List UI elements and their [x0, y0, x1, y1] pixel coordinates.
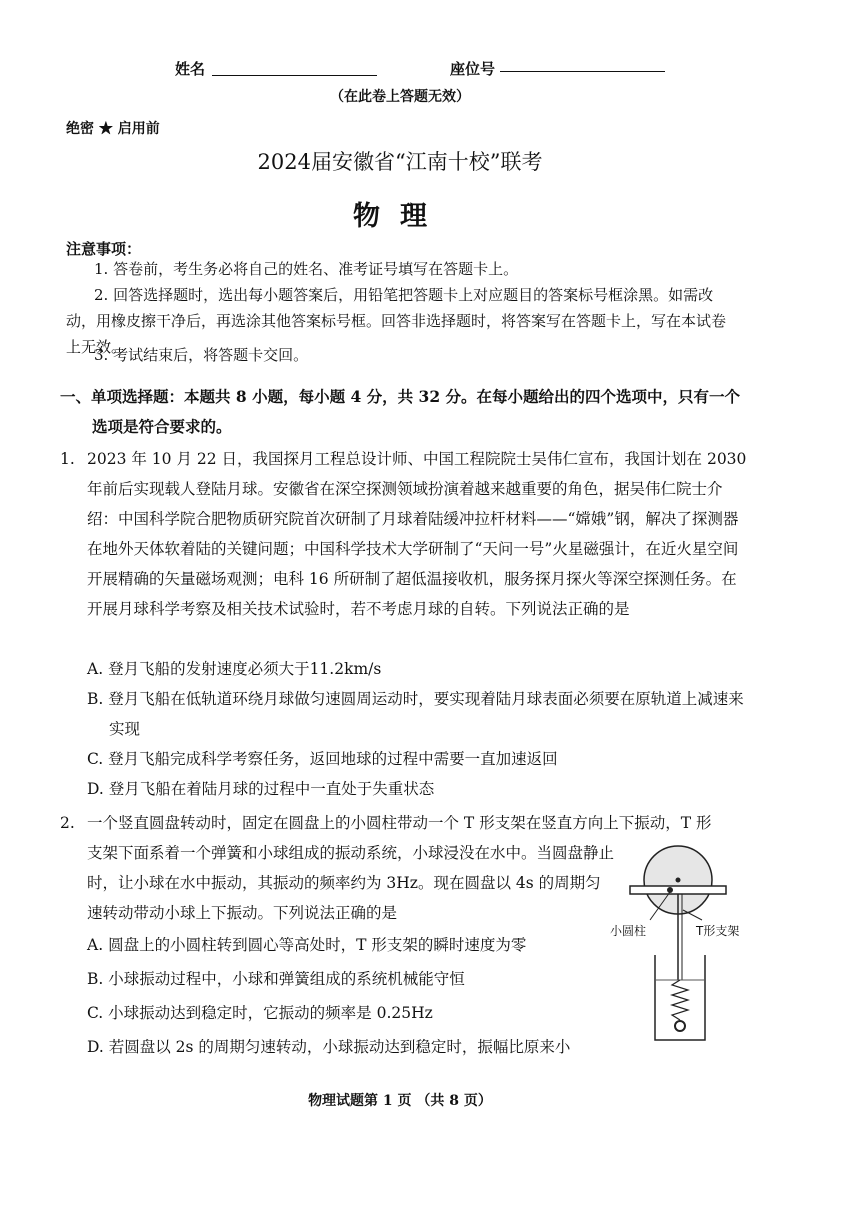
q1-stem: 2023 年 10 月 22 日，我国探月工程总设计师、中国工程院院士吴伟仁宣布，我国计划在 2030 年前后实现载人登陆月球。安徽省在深空探测领域扮演着越来越重要的角色，据吴伟仁院士介绍：中国科学院合肥物质研究院首次研制了月球着陆缓冲拉杆材料——“嫦娥”钢，解决了探测器在地外天体软着陆的关键问题；中国科学技术大学研制了“天问一号”火星磁强计，在近火星空间开展精确的矢量磁场观测；电科 16 所研制了超低温接收机，服务探月探火等深空探测任务。在开展月球科学考察及相关技术试验时，若不考虑月球的自转。下列说法正确的是	[87, 450, 747, 618]
q2-stem-line1: 一个竖直圆盘转动时，固定在圆盘上的小圆柱带动一个 T 形支架在竖直方向上下振动，T 形	[87, 814, 712, 832]
t-frame-bar	[630, 886, 726, 894]
seat-label: 座位号	[450, 60, 496, 78]
section-heading: 一、单项选择题：本题共 8 小题，每小题 4 分，共 32 分。在每小题给出的四个选项中，只有一个选项是符合要求的。	[60, 387, 741, 436]
option-label: A.	[87, 936, 104, 954]
q1-option-d[interactable]	[87, 774, 747, 804]
notes-item-2: 2. 回答选择题时，选出每小题答案后，用铅笔把答题卡上对应题目的答案标号框涂黑。如需改动，用橡皮擦干净后，再选涂其他答案标号框。回答非选择题时，将答案写在答题卡上，写在本试卷上无效。	[66, 286, 727, 356]
subject-title: 物理	[353, 201, 447, 232]
option-text: 圆盘上的小圆柱转到圆心等高处时，T 形支架的瞬时速度为零	[108, 936, 527, 954]
option-label: D.	[87, 1038, 104, 1056]
option-label: C.	[87, 1004, 104, 1022]
header-fields	[0, 52, 867, 82]
q2-stem-rest: 支架下面系着一个弹簧和小球组成的振动系统，小球浸没在水中。当圆盘静止时，让小球在水中振动，其振动的频率约为 3Hz。现在圆盘以 4s 的周期匀速转动带动小球上下振动。下列说法正确的是	[87, 844, 615, 922]
invalid-notice: （在此卷上答题无效）	[330, 89, 470, 105]
q2-option-c[interactable]	[87, 998, 607, 1028]
secret-mark: 绝密 ★ 启用前	[66, 121, 160, 137]
q2-option-d[interactable]	[87, 1032, 627, 1062]
q1-option-a[interactable]	[87, 654, 747, 684]
notes-item-3: 3. 考试结束后，将答题卡交回。	[94, 346, 309, 364]
option-text: 登月飞船在着陆月球的过程中一直处于失重状态	[108, 780, 435, 798]
q1-option-c[interactable]	[87, 744, 747, 774]
q2-option-b[interactable]	[87, 964, 607, 994]
ball-shape	[675, 1021, 685, 1031]
option-label: A.	[87, 660, 104, 678]
name-label: 姓名	[175, 60, 206, 78]
disk-center	[676, 878, 681, 883]
option-text: 登月飞船完成科学考察任务，返回地球的过程中需要一直加速返回	[108, 750, 558, 768]
option-label: D.	[87, 780, 104, 798]
notes-item-1: 1. 答卷前，考生务必将自己的姓名、准考证号填写在答题卡上。	[94, 260, 519, 278]
q1-option-b[interactable]	[87, 684, 747, 744]
option-text: 登月飞船的发射速度必须大于11.2km/s	[108, 660, 382, 678]
exam-title: 2024届安徽省“江南十校”联考	[257, 150, 543, 174]
option-text: 若圆盘以 2s 的周期匀速转动，小球振动达到稳定时，振幅比原来小	[108, 1038, 571, 1056]
option-text: 小球振动达到稳定时，它振动的频率是 0.25Hz	[108, 1004, 433, 1022]
q2-figure	[610, 840, 750, 1050]
q1-number: 1.	[60, 450, 75, 468]
option-text: 小球振动过程中，小球和弹簧组成的系统机械能守恒	[108, 970, 465, 988]
option-label: B.	[87, 690, 104, 708]
spring-shape	[672, 980, 688, 1020]
option-label: C.	[87, 750, 104, 768]
name-field[interactable]	[212, 74, 377, 76]
q2-option-a[interactable]	[87, 930, 607, 960]
figure-label-frame: T形支架	[696, 924, 740, 938]
disk-spring-diagram	[610, 840, 750, 1050]
option-text: 登月飞船在低轨道环绕月球做匀速圆周运动时，要实现着陆月球表面必须要在原轨道上减速来实现	[108, 690, 744, 738]
figure-label-cylinder: 小圆柱	[610, 924, 647, 938]
seat-field[interactable]	[500, 70, 665, 72]
option-label: B.	[87, 970, 104, 988]
notes-heading: 注意事项：	[66, 240, 142, 258]
q2-number: 2.	[60, 814, 75, 832]
page-footer: 物理试题第 1 页 （共 8 页）	[308, 1093, 492, 1109]
